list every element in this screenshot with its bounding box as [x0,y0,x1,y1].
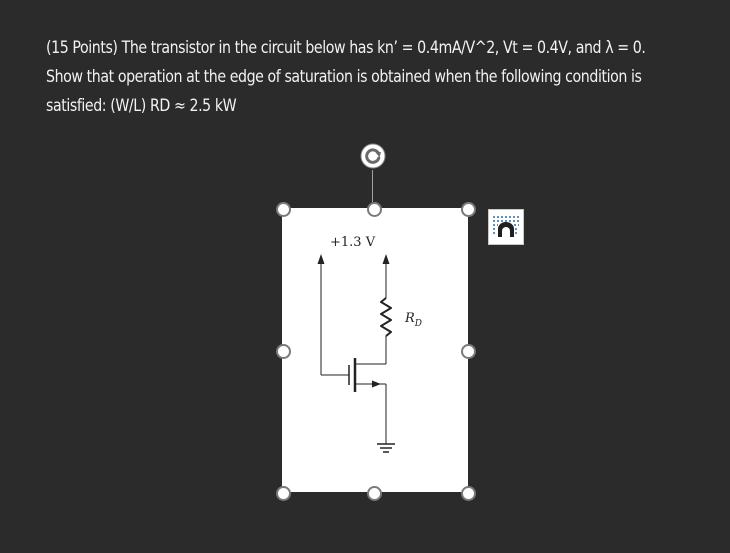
rotate-handle-stem [372,170,373,202]
gate-supply-arrow [318,254,325,264]
question-text [46,33,646,120]
resistor-label-sub: D [414,319,423,329]
circuit-image[interactable] [282,208,468,492]
rotate-icon[interactable] [360,143,386,169]
resize-handle-bottom-right[interactable] [461,486,476,501]
supply-voltage-label: +1.3 V [330,235,376,250]
resize-handle-top-left[interactable] [276,202,291,217]
layout-options-icon [489,210,523,244]
resize-handle-top-center[interactable] [367,202,382,217]
drain-supply-arrow [383,254,390,264]
question-line-1: (15 Points) The transistor in the circuit below has kn’ = 0.4mA/V^2, Vt = 0.4V, and λ = 0. [46,38,646,57]
resize-handle-bottom-center[interactable] [367,486,382,501]
source-arrow [372,381,381,388]
resize-handle-bottom-left[interactable] [276,486,291,501]
resistor-label-main: R [405,311,415,326]
question-line-3: satisfied: (W/L) RD ≈ 2.5 kW [46,96,237,115]
resize-handle-top-right[interactable] [461,202,476,217]
resize-handle-middle-right[interactable] [461,344,476,359]
drain-resistor [381,298,391,336]
resize-handle-middle-left[interactable] [276,344,291,359]
question-line-2: Show that operation at the edge of saturation is obtained when the following condition is [46,67,642,86]
resistor-label [404,311,422,329]
layout-options-button[interactable] [488,209,524,245]
circuit-diagram [282,208,468,492]
